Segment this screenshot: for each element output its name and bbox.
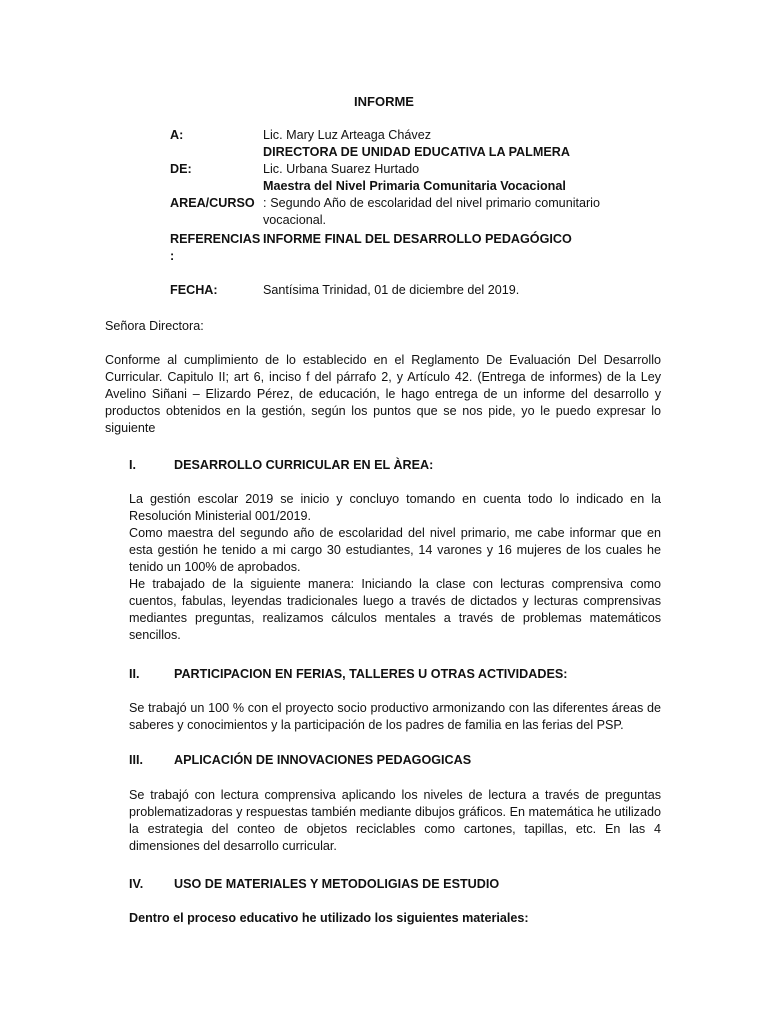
section-heading [129,752,661,769]
section-body [129,787,661,855]
section-heading [129,457,661,474]
to-role: DIRECTORA DE UNIDAD EDUCATIVA LA PALMERA [263,145,570,159]
section-body [129,700,661,734]
section-body [129,491,661,644]
section-heading [129,666,661,683]
document-title: INFORME [354,94,414,109]
section-paragraph: Se trabajó un 100 % con el proyecto socio productivo armonizando con las diferentes áreas de saberes y conocimientos y la participación de los padres de familia en las ferias del PSP. [129,701,661,732]
from-role: Maestra del Nivel Primaria Comunitaria Vocacional [263,179,566,193]
section-title: DESARROLLO CURRICULAR EN EL ÀREA: [174,458,434,472]
section-paragraph: He trabajado de la siguiente manera: Iniciando la clase con lecturas comprensiva como cuentos, fabulas, leyendas tradicionales luego a través de dictados y lecturas comprensivas mediantes preguntas, realizamos cálculos mentales a través de problemas matemáticos sencillos. [129,577,661,642]
from-label: DE: [170,162,192,176]
area-label: AREA/CURSO [170,196,255,210]
header-row-from [170,161,600,195]
date-value: Santísima Trinidad, 01 de diciembre del 2019. [263,283,520,297]
section-paragraph: Se trabajó con lectura comprensiva aplicando los niveles de lectura a través de preguntas problematizadoras y respuestas también mediante dibujos gráficos. En matemática he utilizado la estrategia del conteo de objetos reciclables como cartones, tapillas, etc. En las 4 dimensiones del desarrollo curricular. [129,788,661,853]
section-body [129,910,661,927]
section-number: III. [129,753,143,767]
date-label: FECHA: [170,283,218,297]
section-title: PARTICIPACION EN FERIAS, TALLERES U OTRAS ACTIVIDADES: [174,667,568,681]
from-name: Lic. Urbana Suarez Hurtado [263,162,420,176]
section-number: IV. [129,877,144,891]
header-row-ref [170,231,600,265]
section-number: II. [129,667,140,681]
header-row-area [170,195,600,229]
header-row-date [170,282,600,299]
area-value: : Segundo Año de escolaridad del nivel primario comunitario vocacional. [263,196,600,227]
to-name: Lic. Mary Luz Arteaga Chávez [263,128,431,142]
salutation: Señora Directora: [105,319,204,333]
ref-label: REFERENCIAS : [170,232,261,263]
section-title: APLICACIÓN DE INNOVACIONES PEDAGOGICAS [174,753,472,767]
section-paragraph: Dentro el proceso educativo he utilizado los siguientes materiales: [129,911,529,925]
memo-header [170,127,600,299]
section-heading [129,876,661,893]
header-row-to [170,127,600,161]
section-title: USO DE MATERIALES Y METODOLIGIAS DE ESTUDIO [174,877,500,891]
section-number: I. [129,458,136,472]
section-paragraph: Como maestra del segundo año de escolaridad del nivel primario, me cabe informar que en esta gestión he tenido a mi cargo 30 estudiantes, 14 varones y 16 mujeres de los cuales he tenido un 100% de aprobados. [129,526,661,574]
to-label: A: [170,128,184,142]
ref-value: INFORME FINAL DEL DESARROLLO PEDAGÓGICO [263,232,572,246]
section-paragraph: La gestión escolar 2019 se inicio y concluyo tomando en cuenta todo lo indicado en la Resolución Ministerial 001/2019. [129,492,661,523]
intro-paragraph: Conforme al cumplimiento de lo establecido en el Reglamento De Evaluación Del Desarrollo Curricular. Capitulo II; art 6, inciso f del párrafo 2, y Artículo 42. (Entrega de informes) de la Ley Avelino Siñani – Elizardo Pérez, de educación, le hago entrega de un informe del desarrollo y productos obtenidos en la gestión, según los puntos que se nos pide, yo le puedo expresar lo siguiente [105,353,661,435]
